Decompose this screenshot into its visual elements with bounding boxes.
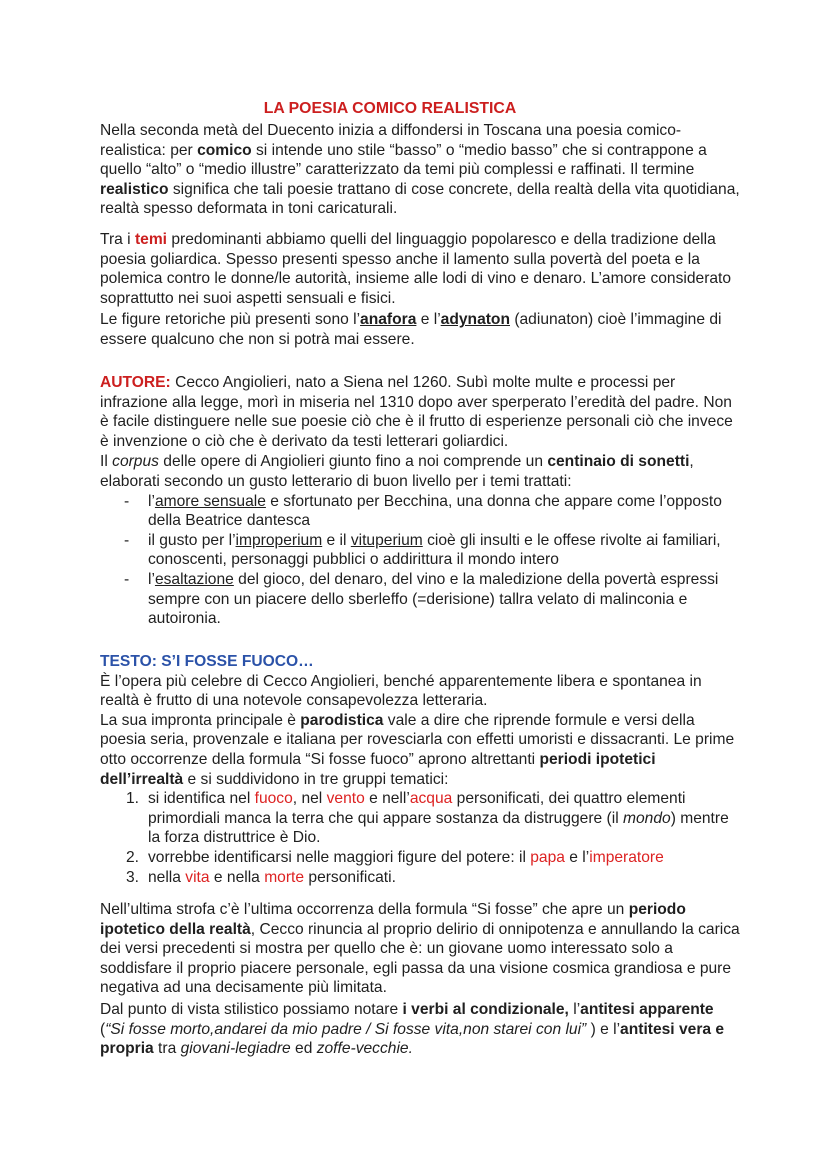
thematic-groups-list — [100, 789, 740, 887]
list-item: - il gusto per l’improperium e il vituperium cioè gli insulti e le offese rivolte ai familiari, conoscenti, personaggi pubblici o addirittura il mondo intero — [100, 531, 740, 570]
keyword-realistico: realistico — [100, 180, 169, 198]
rhetoric-paragraph: Le figure retoriche più presenti sono l’anafora e l’adynaton (adiunaton) cioè l’immagine di essere qualcuno che non si potrà mai essere. — [100, 311, 722, 348]
keyword-adynaton: adynaton — [440, 311, 510, 329]
last-stanza-paragraph: Nell’ultima strofa c’è l’ultima occorrenza della formula “Si fosse” che apre un periodo ipotetico della realtà, Cecco rinuncia al proprio delirio di onnipotenza e annullando la carica dei versi precedenti si mostra per quello che è: un giovane uomo interessato solo a soddisfare il proprio piacere personale, egli passa da una visione cosmica grandiosa e pure negativa ad una decisamente più limitata. — [100, 901, 740, 997]
keyword-periodo-realta: periodo ipotetico della realtà — [100, 901, 686, 938]
testo-paragraph-1: È l’opera più celebre di Cecco Angiolieri, benché apparentemente libera e spontanea in realtà è frutto di una notevole consapevolezza letteraria. — [100, 672, 702, 710]
corpus-paragraph: Il corpus delle opere di Angiolieri giunto fino a noi comprende un centinaio di sonetti, elaborati secondo un gusto letterario di buon livello per i temi trattati: — [100, 453, 694, 490]
testo-paragraph-2: La sua impronta principale è parodistica vale a dire che riprende formule e versi della poesia seria, provenzale e italiana per rovesciarla con effetti umoristi e dissacranti. Le prime otto occorrenze della formula “Si fosse fuoco” aprono altrettanti periodi ipotetici dell’irrealtà e si suddividono in tre gruppi tematici: — [100, 711, 735, 788]
section-heading-testo: TESTO: S’I FOSSE FUOCO… — [100, 653, 314, 670]
list-item: 1. si identifica nel fuoco, nel vento e nell’acqua personificati, dei quattro elementi primordiali manca la terra che qui appare sostanza da distruggere (il mondo) mentre la forza distruttrice è Dio. — [126, 790, 729, 847]
list-item: 3. nella vita e nella morte personificati. — [126, 868, 396, 886]
intro-paragraph: Nella seconda metà del Duecento inizia a diffondersi in Toscana una poesia comico-realistica: per comico si intende uno stile “basso” o “medio basso” che si contrappone a quello “alto” o “medio illustre” caratterizzato da temi più complessi e raffinati. Il termine realistico significa che tali poesie trattano di cose concrete, della realtà della vita quotidiana, realtà spesso deformata in toni caricaturali. — [100, 122, 740, 218]
page-title: LA POESIA COMICO REALISTICA — [263, 100, 517, 117]
keyword-comico: comico — [197, 141, 252, 159]
text-section — [100, 652, 740, 887]
author-section — [100, 373, 740, 629]
author-paragraph: AUTORE: Cecco Angiolieri, nato a Siena nel 1260. Subì molte multe e processi per infrazione alla legge, morì in miseria nel 1310 dopo aver sperperato l’eredità del padre. Non è facile distinguere nelle sue poesie ciò che è il frutto di esperienze personali ciò che invece è invenzione o ciò che è derivato da testi letterari goliardici. — [100, 374, 733, 450]
list-item: 2. vorrebbe identificarsi nelle maggiori figure del potere: il papa e l’imperatore — [126, 848, 664, 866]
keyword-parodistica: parodistica — [300, 711, 384, 729]
themes-section — [100, 230, 740, 350]
keyword-periodi-ipotetici: periodi ipotetici dell’irrealtà — [100, 750, 656, 788]
keyword-centinaio: centinaio di sonetti — [547, 453, 690, 471]
author-label: AUTORE: — [100, 374, 171, 391]
conclusion-section — [100, 900, 740, 1059]
list-item: - l’amore sensuale e sfortunato per Becchina, una donna che appare come l’opposto della Beatrice dantesca — [100, 492, 740, 531]
themes-paragraph: Tra i temi predominanti abbiamo quelli del linguaggio popolaresco e della tradizione della poesia goliardica. Spesso presenti spesso anche il lamento sulla povertà del poeta e la polemica contro le donne/le autorità, insieme alle lodi di vino e denaro. L’amore considerato soprattutto nei suoi aspetti sensuali e fisici. — [100, 231, 732, 307]
keyword-anafora: anafora — [360, 311, 417, 329]
themes-list — [100, 492, 740, 629]
style-paragraph: Dal punto di vista stilistico possiamo notare i verbi al condizionale, l’antitesi apparente (“Si fosse morto,andarei da mio padre / Si fosse vita,non starei con lui” ) e l’antitesi vera e propria tra giovani-legiadre ed zoffe-vecchie. — [100, 1000, 725, 1058]
list-item: - l’esaltazione del gioco, del denaro, del vino e la maledizione della povertà espressi sempre con un piacere dello sberleffo (=derisione) tallra velato di malinconia e autoironia. — [100, 570, 740, 629]
keyword-temi: temi — [134, 231, 168, 248]
